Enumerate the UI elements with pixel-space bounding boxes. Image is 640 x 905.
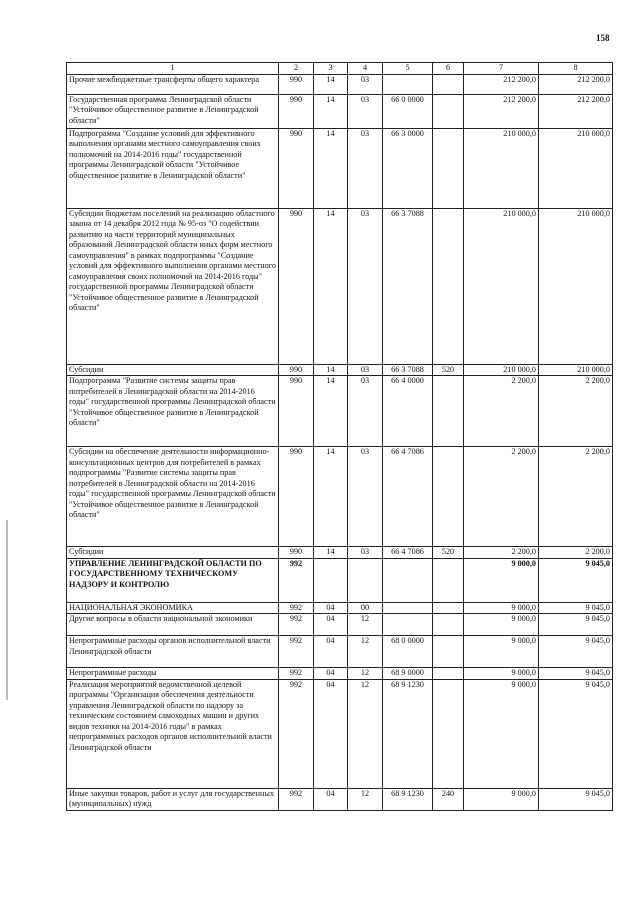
- amount-2015-cell: 2 200,0: [464, 447, 539, 547]
- target-article-cell: [383, 614, 433, 636]
- page-number: 158: [596, 33, 610, 43]
- section-code-cell: [314, 558, 348, 602]
- subsection-code-cell: 12: [348, 636, 383, 668]
- ministry-code-cell: 990: [279, 94, 314, 128]
- ministry-code-cell: 992: [279, 614, 314, 636]
- item-name-cell: Государственная программа Ленинградской области "Устойчивое общественное развитие в Ленинградской области": [67, 94, 279, 128]
- ministry-code-cell: 990: [279, 128, 314, 208]
- ministry-code-cell: 990: [279, 208, 314, 364]
- expense-type-cell: [433, 679, 464, 788]
- section-code-cell: 14: [314, 94, 348, 128]
- table-row: [67, 636, 613, 668]
- table-row: [67, 547, 613, 559]
- section-code-cell: 04: [314, 668, 348, 680]
- amount-2016-cell: 9 045,0: [539, 788, 613, 810]
- ministry-code-cell: 990: [279, 376, 314, 447]
- subsection-code-cell: 12: [348, 788, 383, 810]
- table-row: [67, 558, 613, 602]
- item-name-cell: Субсидии: [67, 364, 279, 376]
- amount-2015-cell: 9 000,0: [464, 668, 539, 680]
- table-row: [67, 128, 613, 208]
- subsection-code-cell: 12: [348, 614, 383, 636]
- target-article-cell: 66 0 0000: [383, 94, 433, 128]
- target-article-cell: 68 9 1230: [383, 679, 433, 788]
- target-article-cell: 68 9 0000: [383, 668, 433, 680]
- section-code-cell: 14: [314, 364, 348, 376]
- subsection-code-cell: 03: [348, 94, 383, 128]
- expense-type-cell: [433, 208, 464, 364]
- table-row: [67, 376, 613, 447]
- table-row: [67, 668, 613, 680]
- header-cell: 1: [67, 63, 279, 75]
- item-name-cell: Прочие межбюджетные трансферты общего характера: [67, 74, 279, 94]
- header-cell: 2: [279, 63, 314, 75]
- ministry-code-cell: 992: [279, 668, 314, 680]
- ministry-code-cell: 992: [279, 679, 314, 788]
- amount-2015-cell: 212 200,0: [464, 94, 539, 128]
- header-cell: 7: [464, 63, 539, 75]
- section-code-cell: 14: [314, 128, 348, 208]
- expense-type-cell: [433, 94, 464, 128]
- section-code-cell: 04: [314, 679, 348, 788]
- table-row: [67, 208, 613, 364]
- header-cell: 3: [314, 63, 348, 75]
- subsection-code-cell: 12: [348, 679, 383, 788]
- target-article-cell: 68 9 1230: [383, 788, 433, 810]
- amount-2015-cell: 2 200,0: [464, 376, 539, 447]
- amount-2016-cell: 212 200,0: [539, 74, 613, 94]
- subsection-code-cell: 03: [348, 547, 383, 559]
- ministry-code-cell: 990: [279, 74, 314, 94]
- section-code-cell: 04: [314, 602, 348, 614]
- amount-2016-cell: 9 045,0: [539, 614, 613, 636]
- amount-2016-cell: 9 045,0: [539, 602, 613, 614]
- expense-type-cell: [433, 558, 464, 602]
- target-article-cell: 66 3 7088: [383, 364, 433, 376]
- ministry-code-cell: 990: [279, 447, 314, 547]
- amount-2015-cell: 210 000,0: [464, 364, 539, 376]
- target-article-cell: 66 3 7088: [383, 208, 433, 364]
- expense-type-cell: [433, 447, 464, 547]
- amount-2015-cell: 9 000,0: [464, 602, 539, 614]
- expense-type-cell: [433, 636, 464, 668]
- table-row: [67, 679, 613, 788]
- section-code-cell: 14: [314, 208, 348, 364]
- target-article-cell: 66 4 0000: [383, 376, 433, 447]
- ministry-code-cell: 990: [279, 547, 314, 559]
- item-name-cell: Иные закупки товаров, работ и услуг для государственных (муниципальных) нужд: [67, 788, 279, 810]
- target-article-cell: [383, 74, 433, 94]
- amount-2015-cell: 210 000,0: [464, 128, 539, 208]
- amount-2015-cell: 212 200,0: [464, 74, 539, 94]
- target-article-cell: 66 4 7086: [383, 547, 433, 559]
- subsection-code-cell: 03: [348, 447, 383, 547]
- table-header-row: [67, 63, 613, 75]
- amount-2016-cell: 2 200,0: [539, 547, 613, 559]
- expense-type-cell: [433, 614, 464, 636]
- expense-type-cell: 240: [433, 788, 464, 810]
- table-row: [67, 74, 613, 94]
- subsection-code-cell: 03: [348, 364, 383, 376]
- table-row: [67, 602, 613, 614]
- table-row: [67, 614, 613, 636]
- amount-2016-cell: 210 000,0: [539, 364, 613, 376]
- amount-2016-cell: 9 045,0: [539, 558, 613, 602]
- amount-2015-cell: 9 000,0: [464, 558, 539, 602]
- target-article-cell: 66 4 7086: [383, 447, 433, 547]
- ministry-code-cell: 992: [279, 636, 314, 668]
- budget-table: [66, 62, 613, 811]
- subsection-code-cell: 03: [348, 128, 383, 208]
- item-name-cell: Другие вопросы в области национальной экономики: [67, 614, 279, 636]
- amount-2016-cell: 2 200,0: [539, 376, 613, 447]
- amount-2015-cell: 9 000,0: [464, 636, 539, 668]
- expense-type-cell: 520: [433, 547, 464, 559]
- item-name-cell: Подпрограмма "Развитие системы защиты прав потребителей в Ленинградской области на 2014-2016 годы" государственной программы Ленинградской области "Устойчивое общественное развитие в Ленинградской области": [67, 376, 279, 447]
- subsection-code-cell: 03: [348, 376, 383, 447]
- amount-2016-cell: 9 045,0: [539, 636, 613, 668]
- expense-type-cell: [433, 602, 464, 614]
- expense-type-cell: [433, 128, 464, 208]
- ministry-code-cell: 992: [279, 602, 314, 614]
- table-row: [67, 94, 613, 128]
- amount-2015-cell: 210 000,0: [464, 208, 539, 364]
- header-cell: 6: [433, 63, 464, 75]
- ministry-code-cell: 992: [279, 788, 314, 810]
- ministry-code-cell: 992: [279, 558, 314, 602]
- section-code-cell: 04: [314, 788, 348, 810]
- table-row: [67, 364, 613, 376]
- amount-2015-cell: 9 000,0: [464, 788, 539, 810]
- subsection-code-cell: 03: [348, 74, 383, 94]
- amount-2016-cell: 2 200,0: [539, 447, 613, 547]
- item-name-cell: Реализация мероприятий ведомственной целевой программы "Организация обеспечения деятельности управления Ленинградской области по надзору за техническим состоянием самоходных машин и других видов техники на 2014-2016 годы" в рамках непрограммных расходов органов исполнительной власти Ленинградской области: [67, 679, 279, 788]
- amount-2016-cell: 9 045,0: [539, 668, 613, 680]
- target-article-cell: 68 0 0000: [383, 636, 433, 668]
- header-cell: 8: [539, 63, 613, 75]
- table-row: [67, 788, 613, 810]
- item-name-cell: НАЦИОНАЛЬНАЯ ЭКОНОМИКА: [67, 602, 279, 614]
- subsection-code-cell: [348, 558, 383, 602]
- amount-2016-cell: 210 000,0: [539, 128, 613, 208]
- scan-edge-mark: [6, 520, 8, 700]
- section-code-cell: 14: [314, 376, 348, 447]
- amount-2015-cell: 9 000,0: [464, 614, 539, 636]
- subsection-code-cell: 12: [348, 668, 383, 680]
- expense-type-cell: [433, 668, 464, 680]
- section-code-cell: 04: [314, 614, 348, 636]
- item-name-cell: Субсидии на обеспечение деятельности информационно-консультационных центров для потребителей в рамках подпрограммы "Развитие системы защиты прав потребителей в Ленинградской области на 2014-2016 годы" государственной программы Ленинградской области "Устойчивое общественное развитие в Ленинградской области": [67, 447, 279, 547]
- item-name-cell: Непрограммные расходы органов исполнительной власти Ленинградской области: [67, 636, 279, 668]
- item-name-cell: Подпрограмма "Создание условий для эффективного выполнения органами местного самоуправления своих полномочий на 2014-2016 годы" государственной программы Ленинградской области "Устойчивое общественное развитие в Ленинградской области": [67, 128, 279, 208]
- section-code-cell: 14: [314, 447, 348, 547]
- amount-2016-cell: 212 200,0: [539, 94, 613, 128]
- section-code-cell: 04: [314, 636, 348, 668]
- item-name-cell: Субсидии бюджетам поселений на реализацию областного закона от 14 декабря 2012 года № 95-оз "О содействии развитию на части территорий муниципальных образований Ленинградской области иных форм местного самоуправления" в рамках подпрограммы "Создание условий для эффективного выполнения органами местного самоуправления своих полномочий на 2014-2016 годы" государственной программы Ленинградской области "Устойчивое общественное развитие в Ленинградской области": [67, 208, 279, 364]
- amount-2015-cell: 9 000,0: [464, 679, 539, 788]
- section-code-cell: 14: [314, 74, 348, 94]
- section-code-cell: 14: [314, 547, 348, 559]
- ministry-code-cell: 990: [279, 364, 314, 376]
- amount-2016-cell: 9 045,0: [539, 679, 613, 788]
- table-row: [67, 447, 613, 547]
- item-name-cell: Субсидии: [67, 547, 279, 559]
- target-article-cell: [383, 602, 433, 614]
- header-cell: 5: [383, 63, 433, 75]
- target-article-cell: [383, 558, 433, 602]
- item-name-cell: Непрограммные расходы: [67, 668, 279, 680]
- amount-2015-cell: 2 200,0: [464, 547, 539, 559]
- subsection-code-cell: 00: [348, 602, 383, 614]
- target-article-cell: 66 3 0000: [383, 128, 433, 208]
- item-name-cell: УПРАВЛЕНИЕ ЛЕНИНГРАДСКОЙ ОБЛАСТИ ПО ГОСУДАРСТВЕННОМУ ТЕХНИЧЕСКОМУ НАДЗОРУ И КОНТРОЛЮ: [67, 558, 279, 602]
- expense-type-cell: [433, 74, 464, 94]
- expense-type-cell: [433, 376, 464, 447]
- expense-type-cell: 520: [433, 364, 464, 376]
- header-cell: 4: [348, 63, 383, 75]
- amount-2016-cell: 210 000,0: [539, 208, 613, 364]
- subsection-code-cell: 03: [348, 208, 383, 364]
